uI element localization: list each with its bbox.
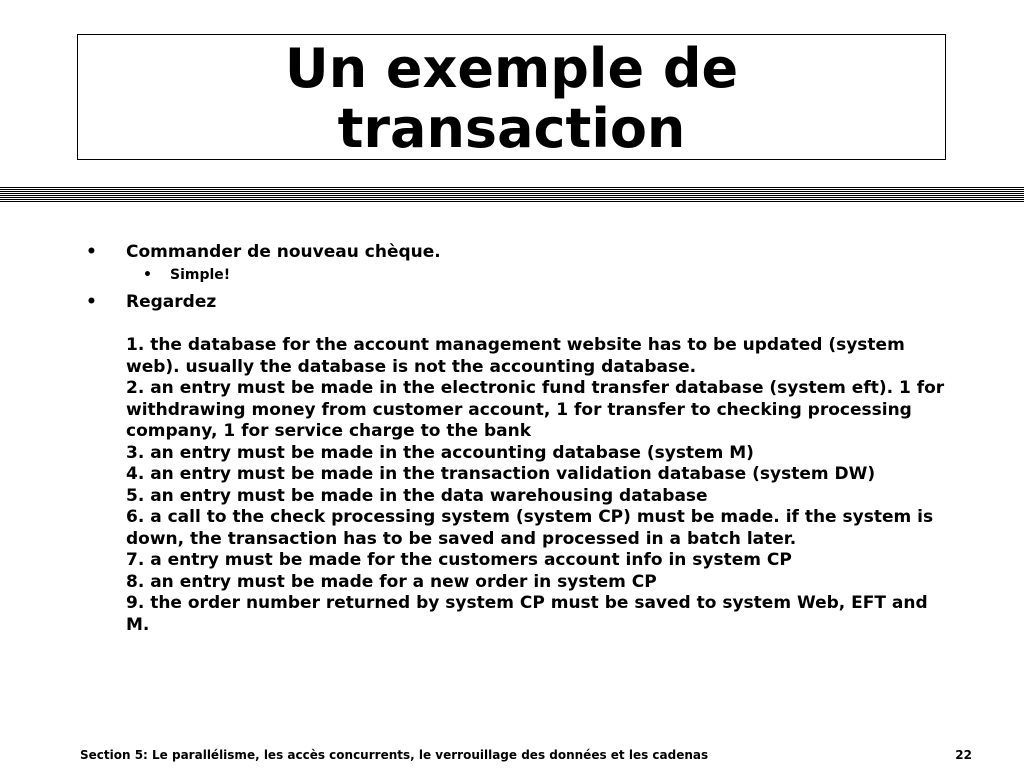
bullet-icon: • <box>86 242 97 262</box>
step-item: 1. the database for the account management website has to be updated (system web). usually the database is not the accounting database. <box>126 335 905 377</box>
bullet-icon: • <box>86 292 97 312</box>
step-item: 9. the order number returned by system CP must be saved to system Web, EFT and M. <box>126 593 928 635</box>
page-number: 22 <box>955 748 972 762</box>
step-item: 5. an entry must be made in the data warehousing database <box>126 485 708 506</box>
step-item: 3. an entry must be made in the accounting database (system M) <box>126 442 754 463</box>
bullet-label: Commander de nouveau chèque. <box>126 242 441 262</box>
bullet-item <box>86 290 946 314</box>
title-box <box>77 34 946 160</box>
bullet-icon: • <box>143 267 152 283</box>
step-item: 7. a entry must be made for the customers account info in system CP <box>126 550 792 570</box>
step-item: 2. an entry must be made in the electronic fund transfer database (system eft). 1 for withdrawing money from customer account, 1 for transfer to checking processing company, 1 for service charge to the bank <box>126 378 945 441</box>
step-item: 8. an entry must be made for a new order in system CP <box>126 571 657 592</box>
slide-footer <box>80 746 972 764</box>
slide-body <box>86 240 946 636</box>
steps-list <box>86 335 946 636</box>
slide-title <box>285 39 738 159</box>
sub-bullet-item <box>86 264 946 286</box>
hatched-divider <box>0 186 1024 202</box>
bullet-label: Regardez <box>126 292 217 312</box>
slide-title-line-2: transaction <box>337 97 686 160</box>
step-item: 6. a call to the check processing system (system CP) must be made. if the system is down, the transaction has to be saved and processed in a batch later. <box>126 507 934 549</box>
sub-bullet-label: Simple! <box>170 267 231 283</box>
step-item: 4. an entry must be made in the transaction validation database (system DW) <box>126 464 876 484</box>
slide-title-line-1: Un exemple de <box>284 37 739 100</box>
bullet-item <box>86 240 946 264</box>
footer-section-title: Section 5: Le parallélisme, les accès concurrents, le verrouillage des données et les cadenas <box>80 748 709 762</box>
